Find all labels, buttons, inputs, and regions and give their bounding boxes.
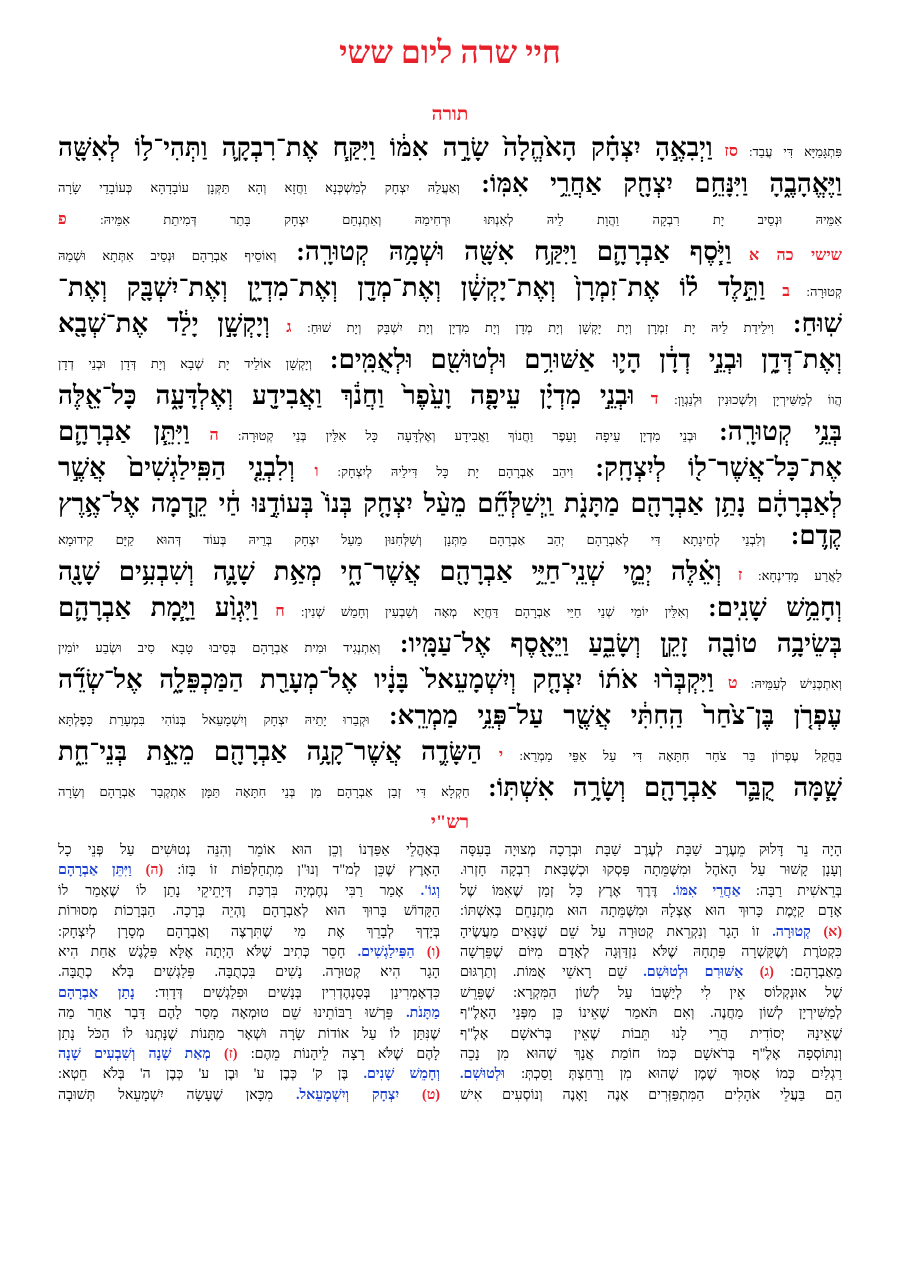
dibur-hamatchil: אַחֲרֵי אִמּוֹ. xyxy=(657,882,741,899)
rashi-heading: רש"י xyxy=(430,812,470,833)
commentary-text: רַגְלַיִם כְּמוֹ אָסוּךְ שֶׁמֶן שֶׁהוּא מִן וָרַחַצְתְּ וָסַכְתְּ: xyxy=(504,1066,842,1083)
commentary-text: לְמַשִּׁירְיָן לְשׁוֹן מַחֲנֶה. וְאִם תֹּאמַר שֶׁאֵינוֹ כֵּן מִפְּנֵי הָאָלֶ"ף xyxy=(460,1005,842,1022)
verse-marker: פ xyxy=(58,211,67,228)
verse-text: לְאַבְרָהָ֔ם נָתַ֥ן אַבְרָהָ֖ם מַתָּנֹ֑ת וַֽיְשַׁלְּחֵ֞ם מֵעַ֨ל יִצְחָ֤ק בְּנוֹ֙ בְּעוֹדֶ֣נּוּ חַ֔י קֵ֖דְמָה אֶל־אֶ֥רֶץ xyxy=(58,489,842,518)
commentary-text: בְּאָהֳלֵי אַפַּדְנוֹ וְכֵן הוּא אוֹמֵר וְהִנֵּה נְטוּשִׁים עַל פְּנֵי כָל xyxy=(58,842,440,858)
commentary-text: שֶׁנִּתַּן לוֹ עַל אוֹדוֹת שָׂרָה וּשְׁאָר מַתָּנוֹת שֶׁנָּתְנוּ לוֹ הַכֹּל נָתַן xyxy=(58,1025,440,1042)
commentary-text: כִּקְטֹרֶת וְשֶׁקָּשְׁרָה פִּתְחָהּ שֶׁלֹּא נִזְדַּוְּגָה לְאָדָם מִיּוֹם שֶׁפֵּרְשָׁה xyxy=(460,944,842,961)
commentary-text: חָסֵר כְּתִיב שֶׁלֹּא הָיְתָה אֶלָּא פִּלֶגֶשׁ אַחַת הִיא xyxy=(58,944,346,961)
torah-line xyxy=(58,204,842,236)
rashi-line xyxy=(460,901,842,921)
verse-marker: י xyxy=(481,747,504,764)
verse-text: וַיִּתֵּ֧ן אַבְרָהָ֛ם xyxy=(58,417,190,446)
commentary-text: וְעָנָן קָשׁוּר עַל הָאֹהֶל וּמִשֶּׁמֵּתָה פָּסְקוּ וּכְשֶׁבָּאת רִבְקָה חָזְרוּ. xyxy=(460,862,842,879)
rashi-line xyxy=(460,942,842,962)
commentary-text: אָדָם קַיֶּמֶת כָּרוּךְ הוּא אֶצְלָהּ וּמִשֶּׁמֵּתָה הוּא מִתְנַחֵם בְּאִשְׁתּוֹ: xyxy=(460,903,842,920)
targum-text: חַקְלָא דִּי זְבַן אַבְרָהָם מִן בְּנֵי חִתָּאָה תַּמָּן אִתְקְבַר אַבְרָהָם וְשָׂרָה xyxy=(58,784,470,799)
verse-text: וַיְבִאֶ֣הָ יִצְחָ֗ק הָאֹ֙הֱלָה֙ שָׂרָ֣ה אִמּ֔וֹ וַיִּקַּ֧ח אֶת־רִבְקָ֛ה וַתְּהִי־ל֥וֹ לְאִשָּׁ֖ה xyxy=(58,133,713,162)
targum-text: הֲווֹ לְמַשִּׁירְיָן וְלִשְׁכוּנִין וּלְנַגְוָן: xyxy=(658,392,842,407)
dibur-hamatchil: מְאַת שָׁנָה וְשִׁבְעִים שָׁנָה xyxy=(58,1046,211,1063)
torah-line xyxy=(58,700,842,736)
verse-marker: ד xyxy=(634,391,659,408)
commentary-text: בֶּן ק' כְּבֶן ע' וּבֶן ע' כְּבֶן ה' בְּלֹא חֵטְא: xyxy=(58,1066,349,1083)
torah-line xyxy=(58,736,842,772)
torah-heading: תורה xyxy=(431,104,469,125)
torah-line xyxy=(58,308,842,344)
dibur-hamatchil: וּלְטוּשִׁם. xyxy=(460,1066,505,1083)
targum-text: וְאוֹסֵיף אַבְרָהָם וּנְסֵיב אִתְּתָא וּשְׁמַהּ xyxy=(58,248,277,263)
rashi-line xyxy=(460,1064,842,1084)
torah-line xyxy=(58,664,842,700)
verse-text: וְאֵ֗לֶּה יְמֵ֛י שְׁנֵֽי־חַיֵּ֥י אַבְרָהָ֖ם אֲשֶׁר־חָ֑י מְאַ֥ת שָׁנָ֛ה וְשִׁבְעִ֥ים שָׁנָ֖ה xyxy=(58,557,722,586)
verse-text: וַיֶּאֱהָבֶ֑הָ וַיִּנָּחֵ֥ם יִצְחָ֖ק אַחֲרֵ֥י אִמּֽוֹ: xyxy=(459,169,842,198)
verse-text: וַיִּקְבְּר֨וּ אֹת֜וֹ יִצְחָ֤ק וְיִשְׁמָעֵאל֙ בָּנָ֔יו אֶל־מְעָרַ֖ת הַמַּכְפֵּלָ֑ה אֶל־שְׂדֵ֞ה xyxy=(58,665,714,694)
targum-text: לַאֲרַע מָדִינְחָא: xyxy=(742,568,842,583)
verse-text: וַיֹּ֧סֶף אַבְרָהָ֛ם וַיִּקַּ֥ח אִשָּׁ֖ה וּשְׁמָ֥הּ קְטוּרָֽה: xyxy=(276,237,732,266)
torah-text xyxy=(58,132,842,810)
commentary-text: לָהֶם שֶׁלֹּא רָצָה לֵיהָנוֹת מֵהֶם: xyxy=(237,1046,440,1063)
rashi-line xyxy=(58,901,440,921)
torah-line xyxy=(58,520,842,556)
commentary-text: אָמַר רַבִּי נְחֶמְיָה בִּרְכַּת דְּיָתֵיקֵי נָתַן לוֹ שֶׁאָמַר לוֹ xyxy=(58,882,404,899)
verse-text: הַשָּׂדֶ֛ה אֲשֶׁר־קָנָ֥ה אַבְרָהָ֖ם מֵאֵ֣ת בְּנֵי־חֵ֑ת xyxy=(58,737,482,766)
torah-line xyxy=(58,556,842,592)
torah-line xyxy=(58,344,842,380)
commentary-text: זוֹ הָגָר וְנִקְרֵאת קְטוּרָה עַל שֵׁם שֶׁנָּאִים מַעֲשֶׂיהָ xyxy=(460,923,760,940)
rashi-line xyxy=(58,922,440,942)
commentary-text: מֵאַבְרָהָם: xyxy=(773,964,842,981)
verse-text: וְאֶת־דְּדָ֑ן וּבְנֵ֣י דְדָ֔ן הָי֛וּ אַשּׁוּרִ֥ם וּלְטוּשִׁ֖ם וּלְאֻמִּֽים: xyxy=(311,345,842,374)
verse-number: (ז) xyxy=(210,1046,238,1063)
targum-text: וְאִלֵּין יוֹמֵי שְׁנֵי חַיֵּי אַבְרָהָם דַּחֲיָא מְאָה וְשַׁבְעִין וְחָמֵשׁ שְׁנִין: xyxy=(284,604,689,619)
rashi-line xyxy=(460,860,842,880)
rashi-line xyxy=(58,1024,440,1044)
commentary-text: הָגָר הִיא קְטוּרָה. נָשִׁים בִּכְתֻבָּה. פִּלַגְשִׁים בְּלֹא כְתֻבָּה. xyxy=(58,964,440,981)
commentary-text: כִּדְאָמְרִינַן בְּסַנְהֶדְרִין בְּנָשִׁים וּפִלַגְשִׁים דְּדָוִד: xyxy=(134,984,440,1001)
dibur-hamatchil: וְחָמֵשׁ שָׁנִים. xyxy=(348,1066,440,1083)
targum-text: קְטוּרָה: xyxy=(789,284,842,299)
commentary-text: הָאָרֶץ שֶׁכֵּן לְמ"ד וְנוּ"ן מִתְחַלְּפוֹת זוֹ בָּזוֹ: xyxy=(163,862,440,879)
commentary-text: שֵׁם רָאשֵׁי אֻמּוֹת. וְתַרְגּוּם xyxy=(460,964,627,981)
rashi-line xyxy=(58,1064,440,1084)
rashi-line xyxy=(58,1085,440,1105)
rashi-line xyxy=(460,962,842,982)
rashi-line xyxy=(58,860,440,880)
torah-line xyxy=(58,772,842,808)
verse-marker: ו xyxy=(294,463,319,480)
rashi-line xyxy=(460,1024,842,1044)
rashi-columns xyxy=(58,840,842,1260)
verse-text: אֶת־כָּל־אֲשֶׁר־ל֖וֹ לְיִצְחָֽק: xyxy=(573,453,842,482)
commentary-text: מִכָּאן שֶׁעָשָׂה יִשְׁמָעֵאל תְּשׁוּבָה xyxy=(58,1086,274,1103)
torah-line xyxy=(58,168,842,204)
dibur-hamatchil: יִצְחָק וְיִשְׁמָעֵאל. xyxy=(273,1086,400,1103)
torah-line xyxy=(58,488,842,520)
commentary-text: פֵּרְשׁוּ רַבּוֹתֵינוּ שֵׁם טוּמְאָה מָסַר לָהֶם דָּבָר אַחֵר מַה xyxy=(58,1005,394,1022)
verse-number: (ו) xyxy=(414,944,440,961)
commentary-text: הָיָה נֵר דָּלוּק מֵעֶרֶב שַׁבָּת לְעֶרֶב שַׁבָּת וּבְרָכָה מְצוּיָה בָּעִסָּה xyxy=(460,842,842,858)
verse-marker: סז xyxy=(712,143,738,160)
dibur-hamatchil: נָתַן אַבְרָהָם xyxy=(58,984,135,1001)
dibur-hamatchil: קְטוּרָה. xyxy=(759,923,811,940)
targum-text: וְאַעֲלַהּ יִצְחָק לְמַשְׁכְּנָא וַחֲזָא וְהָא תַּקְּנָן עוֹבָדָהָא כְּעוֹבָדֵי שָׂרָה xyxy=(58,180,460,195)
verse-marker: ג xyxy=(269,319,292,336)
targum-text: וִילֵידַת לֵיהּ יָת זִמְרָן וְיָת יָקְשָׁן וְיָת מְדָן וְיָת מִדְיָן וְיָת יִשְׁבָּק וְיָת שׁוּחַ: xyxy=(291,320,775,335)
rashi-line xyxy=(460,922,842,942)
targum-text: וִיהַב אַבְרָהָם יָת כָּל דִּילֵיהּ לְיִצְחָק: xyxy=(318,464,574,479)
verse-number: (ט) xyxy=(399,1086,440,1103)
commentary-text: דֶּרֶךְ אֶרֶץ כָּל זְמַן שֶׁאִמּוֹ שֶׁל xyxy=(460,882,658,899)
verse-text: בְּנֵ֥י קְטוּרָֽה: xyxy=(696,417,842,446)
rashi-line xyxy=(58,983,440,1003)
targum-text: וְאִתְנְגִיד וּמִית אַבְרָהָם בְּסֵיבוּ טָבָא סִיב וּשְׂבַע יוֹמִין xyxy=(58,640,381,655)
rashi-line xyxy=(460,881,842,901)
torah-line xyxy=(58,592,842,628)
verse-text: שֽׁוּחַ: xyxy=(774,309,842,338)
commentary-text: בְּיָדְךָ לְבָרֵךְ אֶת מִי שֶׁתִּרְצֶה וְאַבְרָהָם מְסָרָן לְיִצְחָק: xyxy=(58,923,440,940)
verse-marker: כה א xyxy=(731,247,794,264)
commentary-text: שֶׁאֵינָהּ יְסוֹדִית הֲרֵי לָנוּ תֵּבוֹת שֶׁאֵין בְּרֹאשָׁם אָלֶ"ף xyxy=(460,1025,842,1042)
torah-line xyxy=(58,236,842,272)
rashi-line xyxy=(58,962,440,982)
verse-text: וַיִּגְוַ֨ע וַיָּ֧מָת אַבְרָהָ֛ם xyxy=(58,593,259,622)
verse-text: עֶפְרֹ֤ן בֶּן־צֹ֙חַר֙ הַֽחִתִּ֔י אֲשֶׁ֖ר עַל־פְּנֵ֥י מַמְרֵֽא: xyxy=(369,701,842,730)
rashi-line xyxy=(58,1003,440,1023)
targum-text: וּקְבַרוּ יָתֵיהּ יִצְחָק וְיִשְׁמָעֵאל בְּנוֹהִי בִּמְעָרַת כָּפֶלְתָּא xyxy=(58,712,370,727)
commentary-text: הַקָּדוֹשׁ בָּרוּךְ הוּא לְאַבְרָהָם וֶהְיֵה בְּרָכָה. הַבְּרָכוֹת מְסוּרוֹת xyxy=(58,903,440,920)
commentary-text: שֶׁל אוּנְקְלוֹס אֵין לִי לְיַשְּׁבוֹ עַל לְשׁוֹן הַמִּקְרָא: שֶׁפֵּרֵשׁ xyxy=(460,984,842,1001)
verse-marker: ב xyxy=(765,283,790,300)
rashi-line xyxy=(460,983,842,1003)
verse-number: (ג) xyxy=(743,964,774,981)
targum-text: אִמֵּיהּ וּנְסֵיב יָת רִבְקָה וַהֲוָת לֵיהּ לְאִנְתּוּ וּרְחִימַהּ וְאִתְנְחֵם יִצְחָק בָּתַר דְּמִיתַת אִמֵּיהּ: xyxy=(66,212,842,227)
rashi-line xyxy=(460,1085,842,1105)
targum-text: פִּתְגָּמַיָּא דִּי עֲבַד: xyxy=(737,144,842,159)
verse-text: וְחָמֵ֥שׁ שָׁנִֽים: xyxy=(688,593,842,622)
rashi-line xyxy=(58,1044,440,1064)
verse-marker: שישי xyxy=(793,247,842,264)
commentary-text: בְּרֵאשִׁית רַבָּה: xyxy=(740,882,842,899)
targum-text: וְיָקְשָׁן אוֹלֵיד יָת שְׁבָא וְיָת דְּדָן וּבְנֵי דְדָן xyxy=(58,356,312,371)
verse-text: שָׁ֧מָּה קֻבַּ֛ר אַבְרָהָ֖ם וְשָׂרָ֥ה אִשְׁתּֽוֹ: xyxy=(469,773,842,802)
dibur-hamatchil: מַתָּנֹת. xyxy=(393,1005,440,1022)
verse-marker: ח xyxy=(258,603,285,620)
targum-text: בַּחֲקַל עֶפְרוֹן בַּר צֹחַר חִתָּאָה דִּי עַל אַפֵּי מַמְרֵא: xyxy=(503,748,842,763)
torah-line xyxy=(58,132,842,168)
verse-number: (א) xyxy=(810,923,842,940)
rashi-line xyxy=(58,881,440,901)
rashi-line xyxy=(460,1003,842,1023)
verse-text: וַתֵּ֣לֶד ל֗וֹ אֶת־זִמְרָן֙ וְאֶת־יָקְשָׁ֔ן וְאֶת־מְדָ֖ן וְאֶת־מִדְיָ֑ן וְאֶת־יִשְׁבָּ֖ק וְאֶת־ xyxy=(58,273,766,302)
targum-text: וְאִתְכְּנִישׁ לְעַמֵּיהּ: xyxy=(737,676,842,691)
torah-line xyxy=(58,416,842,452)
torah-line xyxy=(58,272,842,308)
verse-text: וְיָקְשָׁ֣ן יָלַ֔ד אֶת־שְׁבָ֖א xyxy=(58,309,270,338)
commentary-text: הֵם בַּעֲלֵי אֹהָלִים הַמִּתְפַּזְּרִים אָנֶה וָאָנֶה וְנוֹסְעִים אִישׁ xyxy=(460,1086,842,1103)
dibur-hamatchil: וַיִּתֵּן אַבְרָהָם xyxy=(58,862,132,879)
rashi-line xyxy=(460,840,842,860)
dibur-hamatchil: אַשּׁוּרִם וּלְטוּשִׁם. xyxy=(626,964,744,981)
torah-line xyxy=(58,628,842,664)
rashi-column-left xyxy=(58,840,440,1260)
verse-text: קֶֽדֶם: xyxy=(765,521,842,550)
dibur-hamatchil: וְגוֹ'. xyxy=(403,882,440,899)
rashi-line xyxy=(58,840,440,860)
verse-text: וְלִבְנֵ֤י הַפִּֽילַגְשִׁים֙ אֲשֶׁ֣ר xyxy=(58,453,295,482)
commentary-text: וְנִתּוֹסְפָה אָלֶ"ף בְּרֹאשָׁם כְּמוֹ חוֹמַת אֲנָךְ שֶׁהוּא מִן נָכֵה xyxy=(460,1046,842,1063)
verse-marker: ט xyxy=(713,675,738,692)
targum-text: וּבְנֵי מִדְיָן עֵיפָה וָעֵפֶר וַחֲנוֹךְ וַאֲבִידָע וְאֶלְדָּעָה כָּל אִלֵּין בְּנֵי קְטוּרָה: xyxy=(218,428,697,443)
torah-line xyxy=(58,452,842,488)
targum-text: וְלִבְנֵי לְחֵינָתָא דִּי לְאַבְרָהָם יְהַב אַבְרָהָם מַתְּנָן וְשַׁלְּחִנּוּן מֵעַל יִצְחָק בְּרֵיהּ בְּעוֹד דְּהוּא קַיָּם קִידוּמָא xyxy=(58,532,766,547)
dibur-hamatchil: הַפִּילַגְשִׁים. xyxy=(345,944,415,961)
verse-number: (ה) xyxy=(131,862,164,879)
rashi-line xyxy=(460,1044,842,1064)
verse-marker: ז xyxy=(721,567,743,584)
rashi-line xyxy=(58,942,440,962)
verse-text: וּבְנֵ֣י מִדְיָ֗ן עֵיפָ֤ה וָעֵ֙פֶר֙ וַחֲנֹ֔ךְ וַאֲבִידָ֖ע וְאֶלְדָּעָ֑ה כָּל־אֵ֖לֶּה xyxy=(58,381,635,410)
verse-marker: ה xyxy=(189,427,219,444)
verse-text: בְּשֵׂיבָ֥ה טוֹבָ֖ה זָקֵ֣ן וְשָׂבֵ֑עַ וַיֵּאָ֖סֶף אֶל־עַמָּֽיו: xyxy=(380,629,842,658)
torah-line xyxy=(58,380,842,416)
rashi-column-right xyxy=(460,840,842,1260)
page-title: חיי שרה ליום ששי xyxy=(339,34,561,70)
